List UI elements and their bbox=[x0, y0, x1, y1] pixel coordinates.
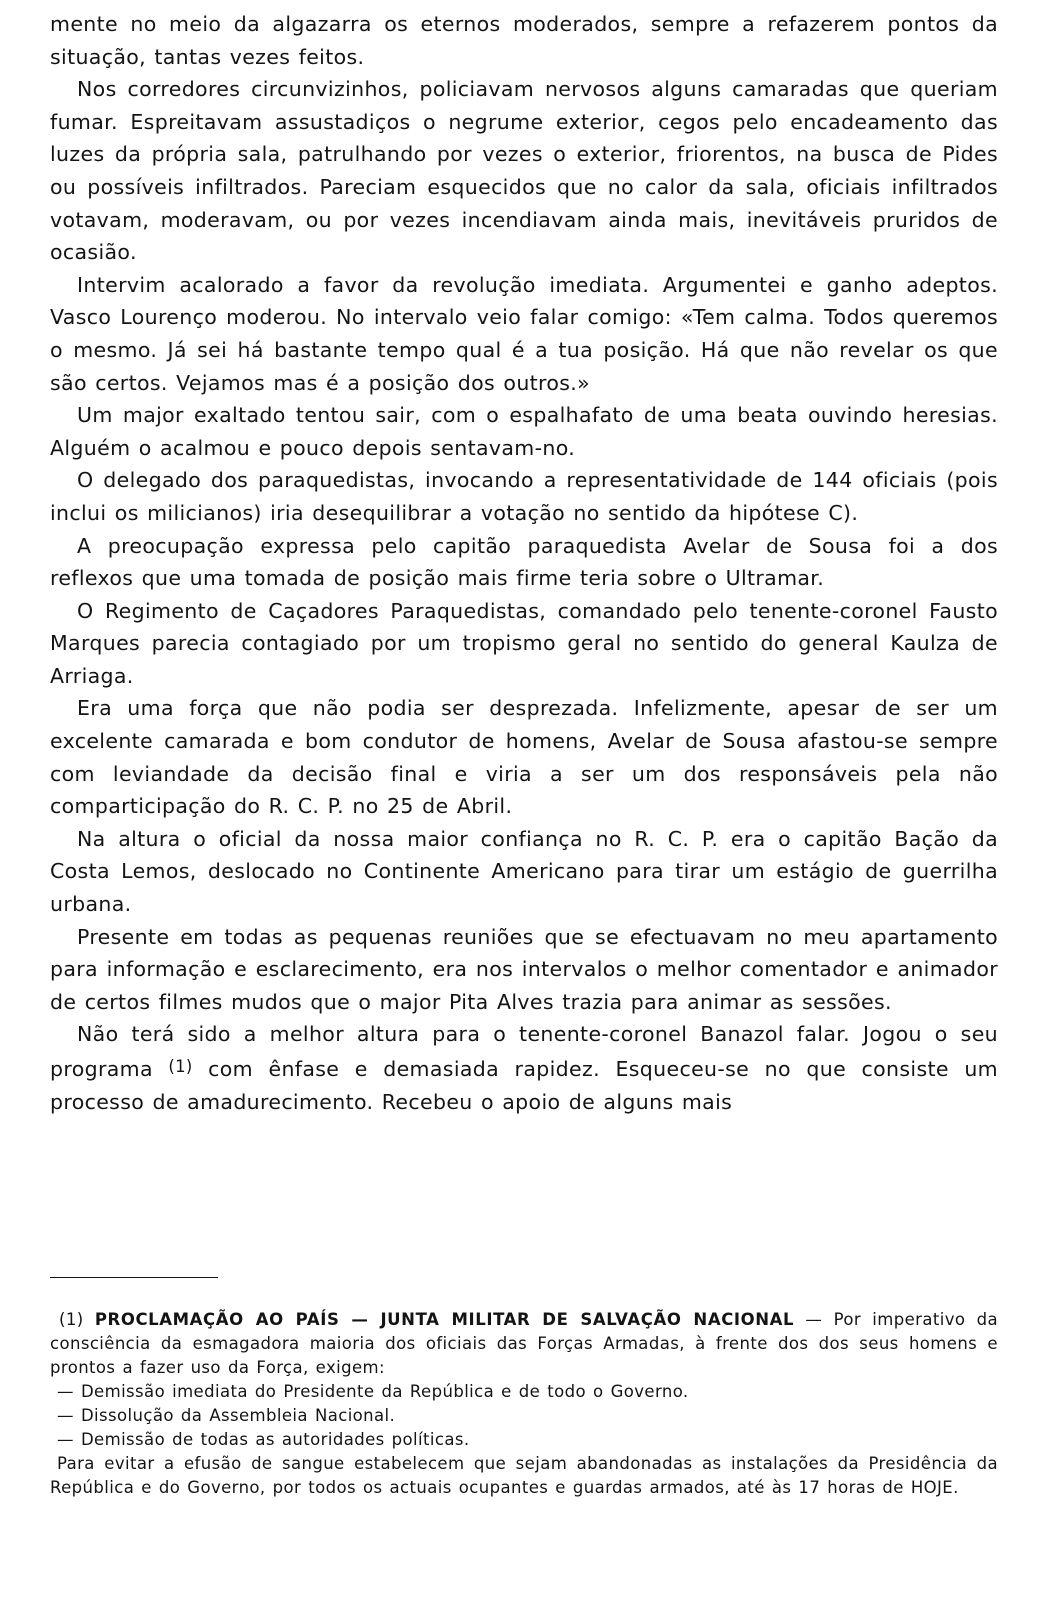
main-text bbox=[50, 8, 998, 1118]
paragraph-delegate: O delegado dos paraquedistas, invocando a representatividade de 144 oficiais (pois inclui os milicianos) iria desequilibrar a votação no sentido da hipótese C). bbox=[50, 468, 998, 525]
paragraph-banazol-start: Não terá sido a melhor altura para o tenente-coronel Banazol falar. Jogou o seu programa bbox=[50, 1022, 998, 1082]
paragraph-confidence: Na altura o oficial da nossa maior confiança no R. C. P. era o capitão Bação da Costa Lemos, deslocado no Continente Americano para tirar um estágio de guerrilha urbana. bbox=[50, 826, 998, 917]
footnote-closing: Para evitar a efusão de sangue estabelecem que sejam abandonadas as instalações da Presidência da República e do Governo, por todos os actuais ocupantes e guardas armados, até às 17 horas de HOJE. bbox=[50, 1454, 998, 1497]
footnote-title: PROCLAMAÇÃO AO PAÍS — JUNTA MILITAR DE SALVAÇÃO NACIONAL bbox=[94, 1310, 795, 1329]
footnote bbox=[50, 1308, 998, 1500]
paragraph-major: Um major exaltado tentou sair, com o espalhafato de uma beata ouvindo heresias. Alguém o acalmou e pouco depois sentavam-no. bbox=[50, 403, 998, 460]
footnote-item-authorities: — Demissão de todas as autoridades políticas. bbox=[57, 1430, 470, 1449]
paragraph-banazol-end: com ênfase e demasiada rapidez. Esqueceu-se no que consiste um processo de amadurecimento. Recebeu o apoio de alguns mais bbox=[50, 1057, 999, 1114]
paragraph-corridors: Nos corredores circunvizinhos, policiavam nervosos alguns camaradas que queriam fumar. Espreitavam assustadiços o negrume exterior, cegos pelo encadeamento das luzes da própria sala, patrulhando por vezes o exterior, friorentos, na busca de Pides ou possíveis infiltrados. Pareciam esquecidos que no calor da sala, oficiais infiltrados votavam, moderavam, ou por vezes incendiavam ainda mais, inevitáveis pruridos de ocasião. bbox=[50, 77, 998, 265]
paragraph-meetings: Presente em todas as pequenas reuniões que se efectuavam no meu apartamento para informação e esclarecimento, era nos intervalos o melhor comentador e animador de certos filmes mudos que o major Pita Alves trazia para animar as sessões. bbox=[50, 924, 998, 1014]
paragraph-intervention: Intervim acalorado a favor da revolução imediata. Argumentei e ganho adeptos. Vasco Lourenço moderou. No intervalo veio falar comigo: «Tem calma. Todos queremos o mesmo. Já sei há bastante tempo qual é a tua posição. Há que não revelar os que são certos. Vejamos mas é a posição dos outros.» bbox=[50, 272, 998, 395]
book-page bbox=[50, 8, 998, 1592]
footnote-item-dismissal: — Demissão imediata do Presidente da República e de todo o Governo. bbox=[57, 1382, 689, 1401]
footnote-separator bbox=[50, 1277, 218, 1278]
paragraph-concern: A preocupação expressa pelo capitão paraquedista Avelar de Sousa foi a dos reflexos que uma tomada de posição mais firme teria sobre o Ultramar. bbox=[50, 533, 998, 591]
paragraph-force: Era uma força que não podia ser desprezada. Infelizmente, apesar de ser um excelente camarada e bom condutor de homens, Avelar de Sousa afastou-se sempre com leviandade da decisão final e viria a ser um dos responsáveis pela não comparticipação do R. C. P. no 25 de Abril. bbox=[50, 696, 998, 819]
footnote-item-dissolution: — Dissolução da Assembleia Nacional. bbox=[57, 1406, 396, 1425]
paragraph-banazol bbox=[50, 1018, 998, 1118]
footnote-marker: (1) bbox=[59, 1310, 84, 1329]
paragraph-continuation: mente no meio da algazarra os eternos moderados, sempre a refazerem pontos da situação, tantas vezes feitos. bbox=[50, 12, 998, 69]
paragraph-regiment: O Regimento de Caçadores Paraquedistas, comandado pelo tenente-coronel Fausto Marques parecia contagiado por um tropismo geral no sentido do general Kaulza de Arriaga. bbox=[50, 598, 998, 688]
footnote-heading bbox=[50, 1308, 998, 1380]
footnote-reference-mark[interactable]: (1) bbox=[168, 1057, 193, 1076]
footnote-intro: — Por imperativo da consciência da esmagadora maioria dos oficiais das Forças Armadas, à frente dos dos seus homens e prontos a fazer uso da Força, exigem: bbox=[50, 1310, 998, 1377]
